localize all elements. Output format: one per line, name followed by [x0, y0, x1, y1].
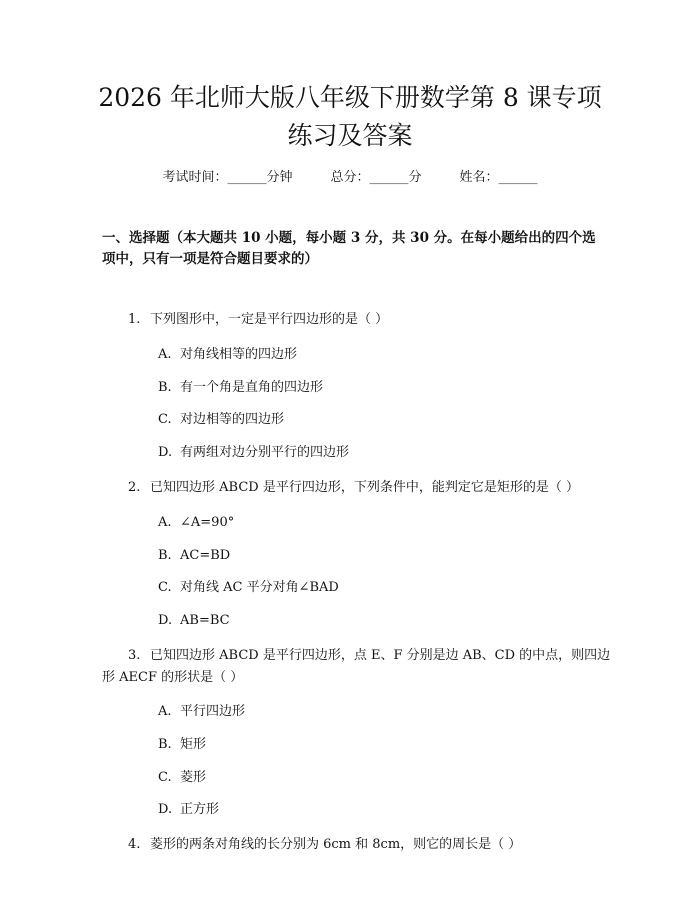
option-text: 菱形 [180, 770, 207, 785]
question-4 [128, 834, 608, 855]
option-text: 对角线相等的四边形 [180, 347, 298, 362]
question-3-continued [102, 667, 582, 688]
question-text-line-2: 形 AECF 的形状是（ ） [102, 670, 244, 685]
option-letter: D. [158, 445, 173, 460]
question-1-option-d [158, 443, 349, 463]
question-3-option-b [158, 735, 206, 755]
option-letter: B. [158, 380, 172, 395]
page-title-line-1: 2026 年北师大版八年级下册数学第 8 课专项 [98, 83, 602, 112]
question-1-option-a [158, 345, 297, 365]
option-letter: D. [158, 613, 173, 628]
question-number: 2. [128, 480, 141, 495]
option-letter: A. [158, 347, 172, 362]
section-heading-line-2: 项中，只有一项是符合题目要求的） [102, 251, 318, 267]
option-text: 有两组对边分别平行的四边形 [180, 445, 350, 460]
page-title-line-2: 练习及答案 [287, 121, 413, 150]
question-text: 菱形的两条对角线的长分别为 6cm 和 8cm，则它的周长是（ ） [150, 837, 522, 852]
student-name-field: 姓名：______ [459, 170, 538, 185]
option-text: AC=BD [180, 548, 231, 563]
question-number: 1. [128, 312, 141, 327]
option-text: 矩形 [180, 737, 207, 752]
option-letter: C. [158, 580, 172, 595]
question-text: 已知四边形 ABCD 是平行四边形，下列条件中，能判定它是矩形的是（ ） [150, 480, 579, 495]
question-3 [128, 645, 611, 666]
option-letter: B. [158, 548, 172, 563]
option-text: 对角线 AC 平分对角∠BAD [180, 580, 339, 595]
option-text: 平行四边形 [180, 704, 246, 719]
option-text: 正方形 [180, 802, 220, 817]
option-letter: C. [158, 770, 172, 785]
question-3-option-d [158, 800, 219, 820]
question-3-option-a [158, 702, 245, 722]
exam-info-row [0, 168, 700, 188]
question-1-option-b [158, 378, 323, 398]
question-number: 4. [128, 837, 141, 852]
question-2-option-c [158, 578, 339, 598]
question-1-option-c [158, 410, 284, 430]
question-2-option-d [158, 611, 230, 631]
exam-time-field: 考试时间：______分钟 [162, 170, 293, 185]
question-text: 下列图形中，一定是平行四边形的是（ ） [150, 312, 389, 327]
question-3-option-c [158, 768, 206, 788]
option-text: 对边相等的四边形 [180, 412, 285, 427]
total-score-field: 总分：______分 [330, 170, 422, 185]
question-number: 3. [128, 648, 141, 663]
question-2 [128, 477, 608, 498]
option-letter: C. [158, 412, 172, 427]
option-letter: A. [158, 704, 172, 719]
question-2-option-b [158, 546, 230, 566]
option-text: AB=BC [180, 613, 230, 628]
option-text: ∠A=90° [180, 515, 235, 530]
question-text-line-1: 已知四边形 ABCD 是平行四边形，点 E、F 分别是边 AB、CD 的中点，则四边 [150, 648, 611, 663]
option-letter: A. [158, 515, 172, 530]
option-text: 有一个角是直角的四边形 [180, 380, 324, 395]
question-1 [128, 309, 608, 330]
option-letter: B. [158, 737, 172, 752]
question-2-option-a [158, 513, 234, 533]
option-letter: D. [158, 802, 173, 817]
section-heading-line-1: 一、选择题（本大题共 10 小题，每小题 3 分，共 30 分。在每小题给出的四个选 [102, 230, 596, 246]
